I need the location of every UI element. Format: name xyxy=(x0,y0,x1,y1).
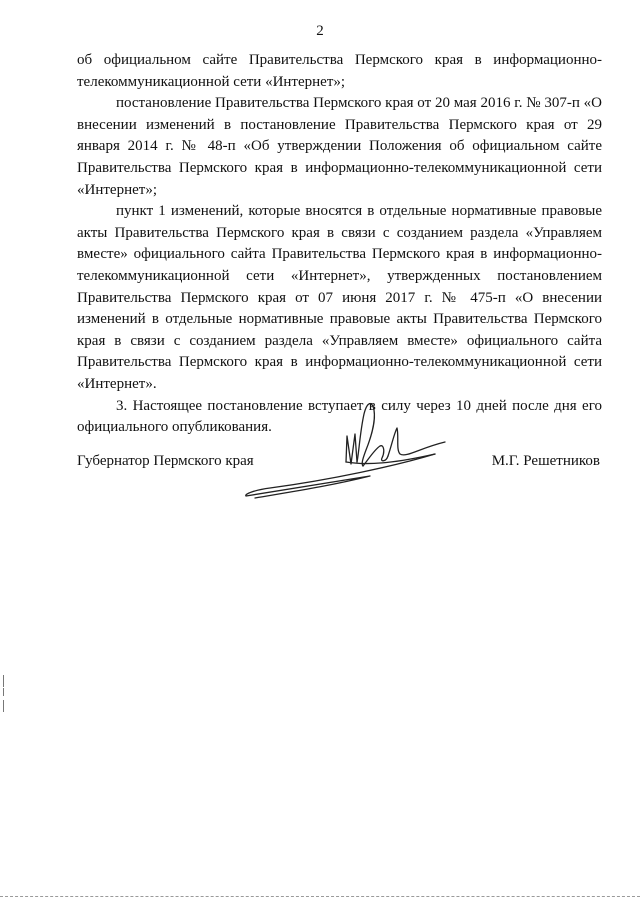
paragraph-2: постановление Правительства Пермского края от 20 мая 2016 г. № 307-п «О внесении изменений в постановление Правительства Пермского края от 29 января 2014 г. № 48-п «Об утверждении Положения об официальном сайте Правительства Пермского края в информационно-телекоммуникационной сети «Интернет»; xyxy=(77,95,602,198)
paragraph-3: пункт 1 изменений, которые вносятся в отдельные нормативные правовые акты Правительства Пермского края в связи с созданием раздела «Управляем вместе» официального сайта Правительства Пермского края в информационно-телекоммуникационной сети «Интернет», утвержденных постановлением Правительства Пермского края от 07 июня 2017 г. № 475-п «О внесении изменений в отдельные нормативные правовые акты Правительства Пермского края в связи с созданием раздела «Управляем вместе» официального сайта Правительства Пермского края в информационно-телекоммуникационной сети «Интернет». xyxy=(77,203,602,392)
scan-bottom-line xyxy=(0,896,640,897)
signer-name: М.Г. Решетников xyxy=(491,453,600,469)
scan-margin-mark xyxy=(3,700,4,712)
paragraph-1: об официальном сайте Правительства Пермского края в информационно-телекоммуникационной сети «Интернет»; xyxy=(77,52,602,90)
page-number: 2 xyxy=(316,23,324,39)
scan-margin-mark xyxy=(3,688,4,696)
signer-position: Губернатор Пермского края xyxy=(77,453,254,469)
signature-block xyxy=(77,450,602,472)
scan-margin-mark xyxy=(3,675,4,687)
paragraph-4: 3. Настоящее постановление вступает в силу через 10 дней после дня его официального опубликования. xyxy=(77,397,602,436)
document-body xyxy=(77,50,602,439)
